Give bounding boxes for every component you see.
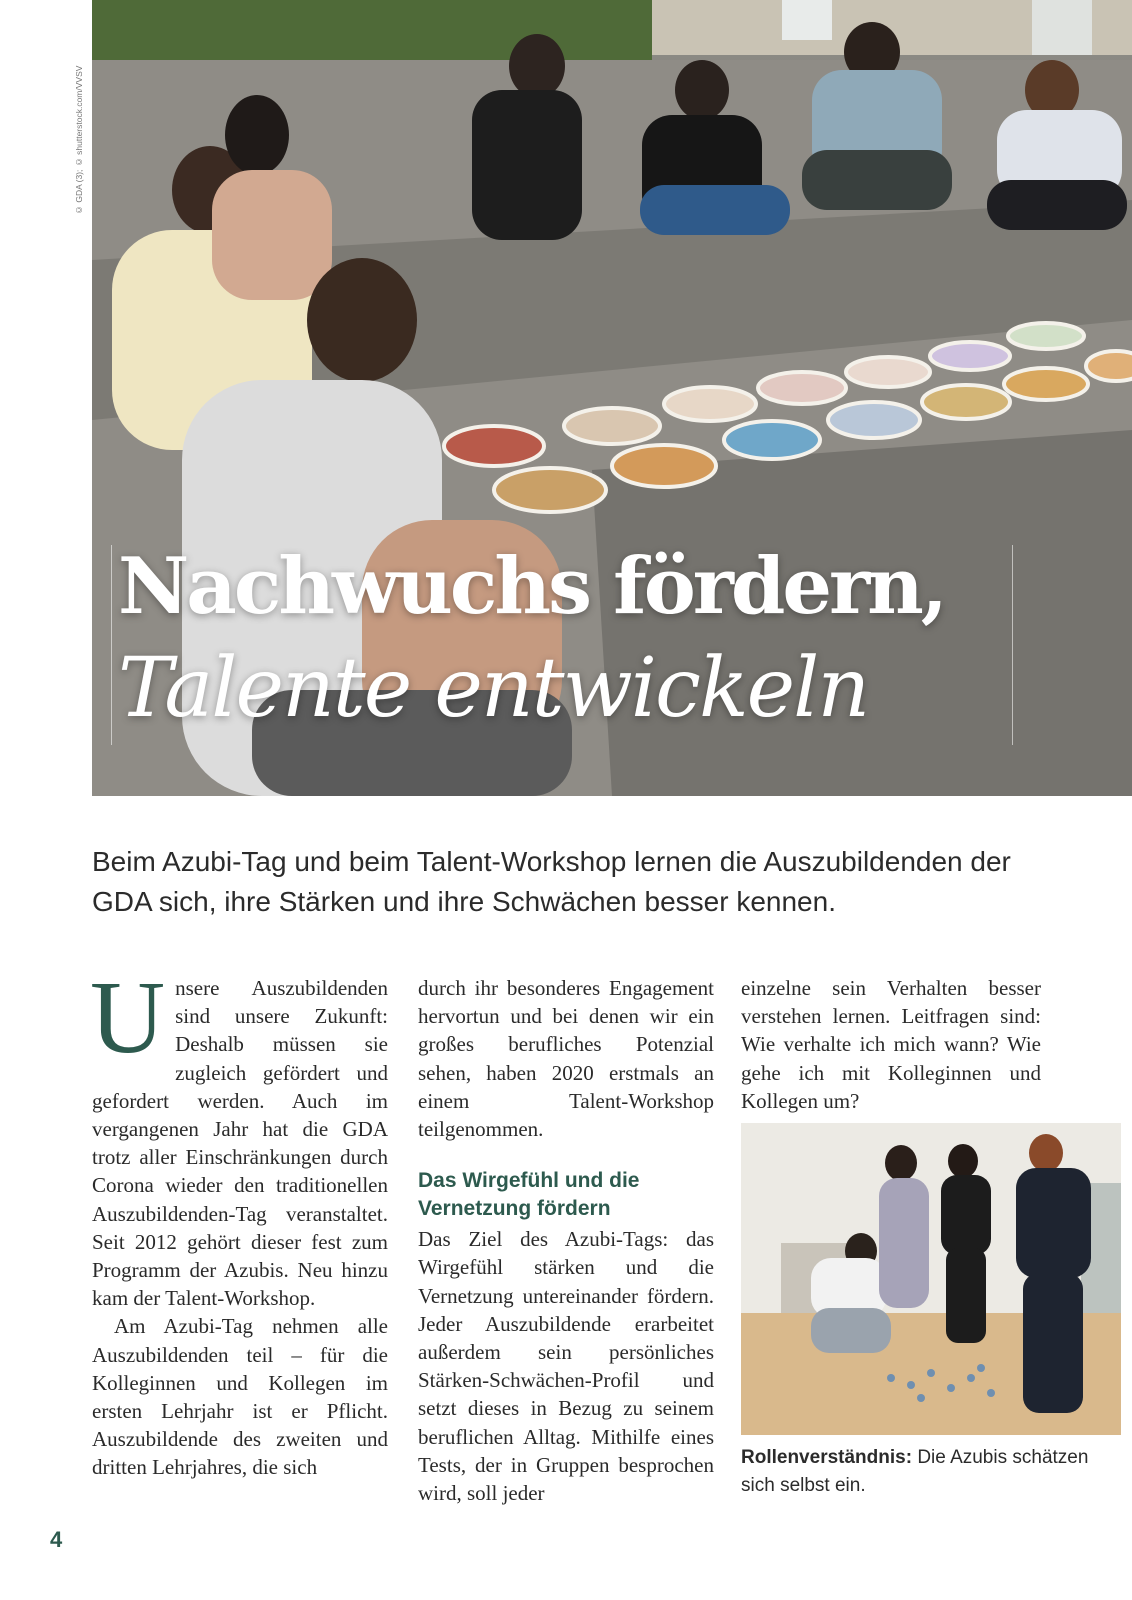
picture-card [612, 445, 716, 487]
photo-credit: © GDA (3); © shutterstock.com/VVSV [74, 65, 84, 215]
figurine [947, 1384, 955, 1392]
picture-card [1008, 323, 1084, 349]
picture-card [758, 372, 846, 404]
person [675, 60, 729, 120]
paragraph-text: nsere Auszubildenden sind unsere Zukunft: Deshalb müssen sie zugleich gefördert und gefordert werden. Auch im vergangenen Jahr hat die GDA trotz aller Einschränkungen durch Corona wieder den traditionellen Auszubildenden-Tag veranstaltet. Seit 2012 gehört dieser fest zum Programm der Azubis. Neu hinzu kam der Talent-Workshop. [92, 976, 388, 1311]
person [307, 258, 417, 382]
drop-cap: U [90, 960, 166, 1075]
person [225, 95, 289, 175]
picture-card [1004, 368, 1088, 400]
article-paragraph: Am Azubi-Tag nehmen alle Auszubildenden teil – für die Kolleginnen und Kollegen im ersten Lehrjahr ist er Pflicht. Auszubildende des zweiten und dritten Lehrjahres, die sich [92, 1314, 388, 1480]
article-paragraph [90, 960, 388, 1312]
caption-text: Die Azubis schätzen sich selbst ein. [741, 1447, 1089, 1496]
figurine [887, 1374, 895, 1382]
picture-card [564, 408, 660, 444]
door [782, 0, 832, 40]
article-column-2 [418, 974, 714, 1507]
headline-line-2: Talente entwickeln [118, 641, 869, 736]
article-column-3 [741, 974, 1041, 1115]
headline [118, 541, 1018, 736]
picture-card [664, 387, 756, 421]
window [1032, 0, 1092, 55]
hedge [92, 0, 652, 60]
section-subheading: Das Wirgefühl und die Vernetzung fördern [418, 1169, 640, 1221]
picture-card [1086, 351, 1132, 381]
person [948, 1144, 978, 1178]
workshop-photo [741, 1123, 1121, 1435]
workshop-photo-illustration [741, 1123, 1121, 1435]
person [640, 185, 790, 235]
article-column-1 [90, 960, 388, 1482]
photo-caption [741, 1444, 1121, 1500]
person [811, 1308, 891, 1353]
figurine [927, 1369, 935, 1377]
figurine [917, 1394, 925, 1402]
person [1023, 1273, 1083, 1413]
picture-card [846, 357, 930, 387]
person [509, 34, 565, 98]
person [946, 1248, 986, 1343]
lede-paragraph: Beim Azubi-Tag und beim Talent-Workshop lernen die Auszubildenden der GDA sich, ihre Stärken und ihre Schwächen besser kennen. [92, 846, 1011, 917]
figurine [987, 1389, 995, 1397]
person [885, 1145, 917, 1181]
picture-card [494, 468, 606, 512]
person [879, 1178, 929, 1308]
page-number: 4 [50, 1527, 63, 1552]
article-paragraph: durch ihr besonderes Engagement hervortun und bei denen wir ein großes berufliches Potenzial sehen, haben 2020 erstmals an einem Talent-Workshop teilgenommen. [418, 976, 714, 1142]
person [802, 150, 952, 210]
vertical-rule-left [111, 545, 112, 745]
picture-card [724, 421, 820, 459]
picture-card [444, 426, 544, 466]
figurine [907, 1381, 915, 1389]
person [212, 170, 332, 300]
picture-card [828, 402, 920, 438]
person [1029, 1134, 1063, 1172]
person [987, 180, 1127, 230]
picture-card [922, 385, 1010, 419]
figurine [967, 1374, 975, 1382]
figurine [977, 1364, 985, 1372]
article-paragraph: einzelne sein Verhalten besser verstehen lernen. Leitfragen sind: Wie verhalte ich mich wann? Wie gehe ich mit Kolleginnen und Kollegen um? [741, 976, 1041, 1113]
headline-line-1: Nachwuchs fördern, [118, 541, 945, 632]
person [941, 1175, 991, 1255]
picture-card [930, 342, 1010, 370]
person [1016, 1168, 1091, 1278]
person [472, 90, 582, 240]
caption-label: Rollenverständnis: [741, 1447, 913, 1468]
article-paragraph: Das Ziel des Azubi-Tags: das Wirgefühl stärken und die Vernetzung untereinander fördern. Jeder Auszubildende erarbeitet außerdem sein persönliches Stärken-Schwächen-Profil und setzt dieses in Bezug zu seinem beruflichen Alltag. Mithilfe eines Tests, der in Gruppen besprochen wird, soll jeder [418, 1227, 714, 1506]
